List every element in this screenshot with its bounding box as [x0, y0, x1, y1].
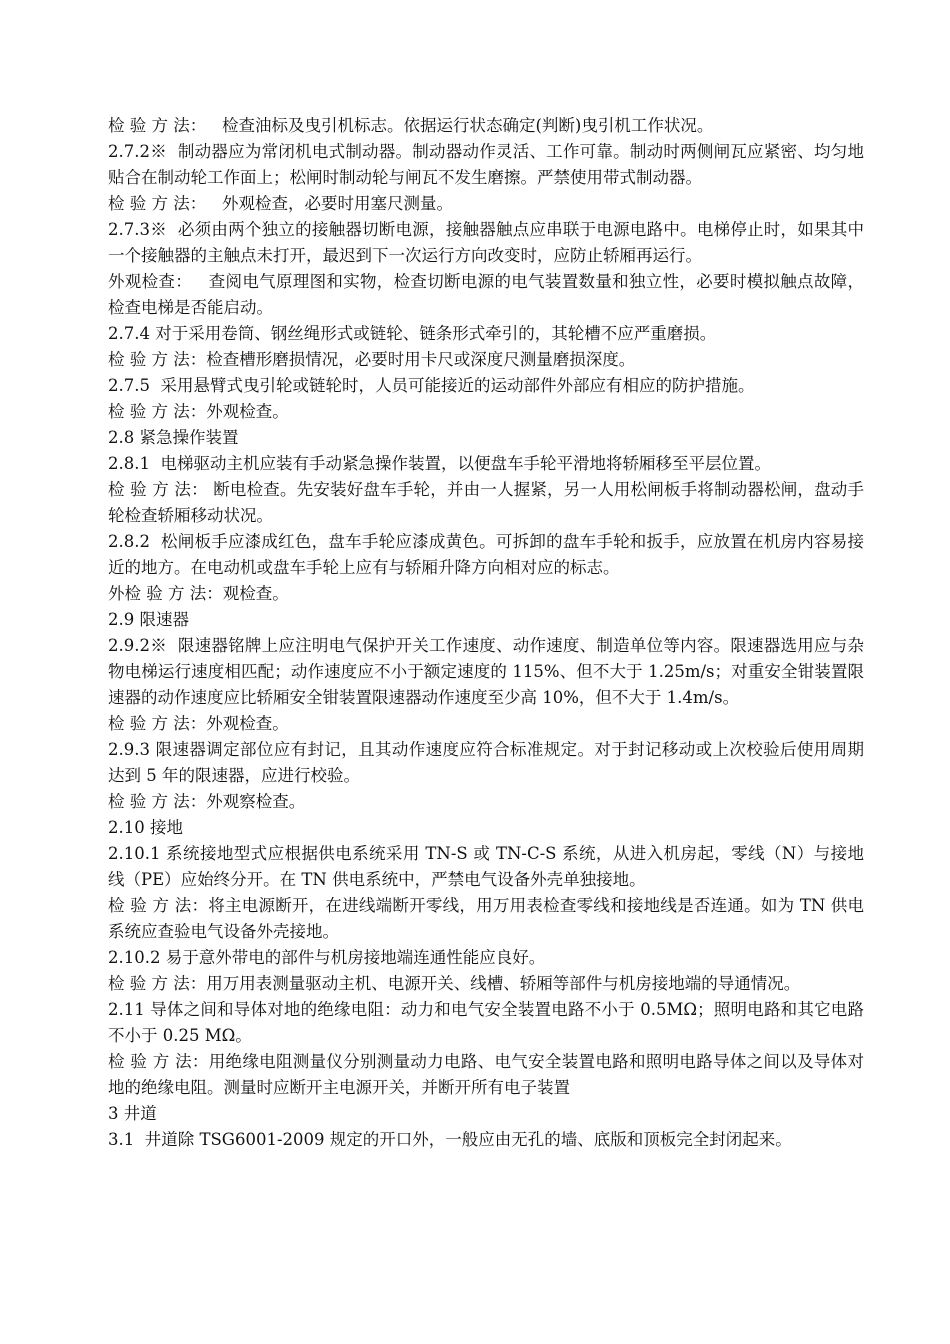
paragraph-13: 2.8.2 松闸板手应漆成红色，盘车手轮应漆成黄色。可拆卸的盘车手轮和扳手，应放置在机房内容易接近的地方。在电动机或盘车手轮上应有与轿厢升降方向相对应的标志。	[108, 532, 864, 577]
paragraph-25: 2.11 导体之间和导体对地的绝缘电阻：动力和电气安全装置电路不小于 0.5MΩ；照明电路和其它电路不小于 0.25 MΩ。	[108, 1000, 864, 1045]
paragraph-23: 2.10.2 易于意外带电的部件与机房接地端连通性能应良好。	[108, 948, 546, 967]
paragraph-24: 检 验 方 法：用万用表测量驱动主机、电源开关、线槽、轿厢等部件与机房接地端的导通情况。	[108, 974, 801, 993]
section-heading-2-8: 2.8 紧急操作装置	[108, 428, 239, 447]
paragraph-1: 检 验 方 法： 检查油标及曳引机标志。依据运行状态确定(判断)曳引机工作状况。	[108, 116, 714, 135]
paragraph-28: 3.1 井道除 TSG6001-2009 规定的开口外，一般应由无孔的墙、底版和顶板完全封闭起来。	[108, 1130, 792, 1149]
paragraph-6: 2.7.4 对于采用卷筒、钢丝绳形式或链轮、链条形式牵引的，其轮槽不应严重磨损。	[108, 324, 717, 343]
section-heading-2-9: 2.9 限速器	[108, 610, 189, 629]
paragraph-26: 检 验 方 法：用绝缘电阻测量仪分别测量动力电路、电气安全装置电路和照明电路导体之间以及导体对地的绝缘电阻。测量时应断开主电源开关，并断开所有电子装置	[108, 1052, 864, 1097]
paragraph-16: 2.9.2※ 限速器铭牌上应注明电气保护开关工作速度、动作速度、制造单位等内容。限速器选用应与杂物电梯运行速度相匹配；动作速度应不小于额定速度的 115%、但不大于 1.25m/s；对重安全钳装置限速器的动作速度应比轿厢安全钳装置限速器动作速度至少高 10%，但不大于 1.4m/s。	[108, 636, 864, 707]
paragraph-18: 2.9.3 限速器调定部位应有封记，且其动作速度应符合标准规定。对于封记移动或上次校验后使用周期达到 5 年的限速器，应进行校验。	[108, 740, 864, 785]
paragraph-14: 外检 验 方 法：观检查。	[108, 584, 289, 603]
paragraph-17: 检 验 方 法：外观检查。	[108, 714, 289, 733]
paragraph-11: 2.8.1 电梯驱动主机应装有手动紧急操作装置，以便盘车手轮平滑地将轿厢移至平层位置。	[108, 454, 771, 473]
paragraph-7: 检 验 方 法：检查槽形磨损情况，必要时用卡尺或深度尺测量磨损深度。	[108, 350, 636, 369]
paragraph-2: 2.7.2※ 制动器应为常闭机电式制动器。制动器动作灵活、工作可靠。制动时两侧闸瓦应紧密、均匀地贴合在制动轮工作面上；松闸时制动轮与闸瓦不发生磨擦。严禁使用带式制动器。	[108, 142, 864, 187]
paragraph-21: 2.10.1 系统接地型式应根据供电系统采用 TN-S 或 TN-C-S 系统，从进入机房起，零线（N）与接地线（PE）应始终分开。在 TN 供电系统中，严禁电气设备外壳单独接地。	[108, 844, 864, 889]
paragraph-3: 检 验 方 法： 外观检查，必要时用塞尺测量。	[108, 194, 453, 213]
document-body	[108, 113, 864, 1153]
section-heading-3: 3 井道	[108, 1104, 157, 1123]
section-heading-2-10: 2.10 接地	[108, 818, 183, 837]
paragraph-22: 检 验 方 法：将主电源断开，在进线端断开零线，用万用表检查零线和接地线是否连通。如为 TN 供电系统应查验电气设备外壳接地。	[108, 896, 864, 941]
paragraph-5: 外观检查： 查阅电气原理图和实物，检查切断电源的电气装置数量和独立性，必要时模拟触点故障，检查电梯是否能启动。	[108, 272, 864, 317]
paragraph-12: 检 验 方 法： 断电检查。先安装好盘车手轮，并由一人握紧，另一人用松闸板手将制动器松闸，盘动手轮检查轿厢移动状况。	[108, 480, 864, 525]
paragraph-19: 检 验 方 法：外观察检查。	[108, 792, 306, 811]
paragraph-4: 2.7.3※ 必须由两个独立的接触器切断电源，接触器触点应串联于电源电路中。电梯停止时，如果其中一个接触器的主触点未打开，最迟到下一次运行方向改变时，应防止轿厢再运行。	[108, 220, 864, 265]
paragraph-9: 检 验 方 法：外观检查。	[108, 402, 289, 421]
paragraph-8: 2.7.5 采用悬臂式曳引轮或链轮时，人员可能接近的运动部件外部应有相应的防护措施。	[108, 376, 755, 395]
